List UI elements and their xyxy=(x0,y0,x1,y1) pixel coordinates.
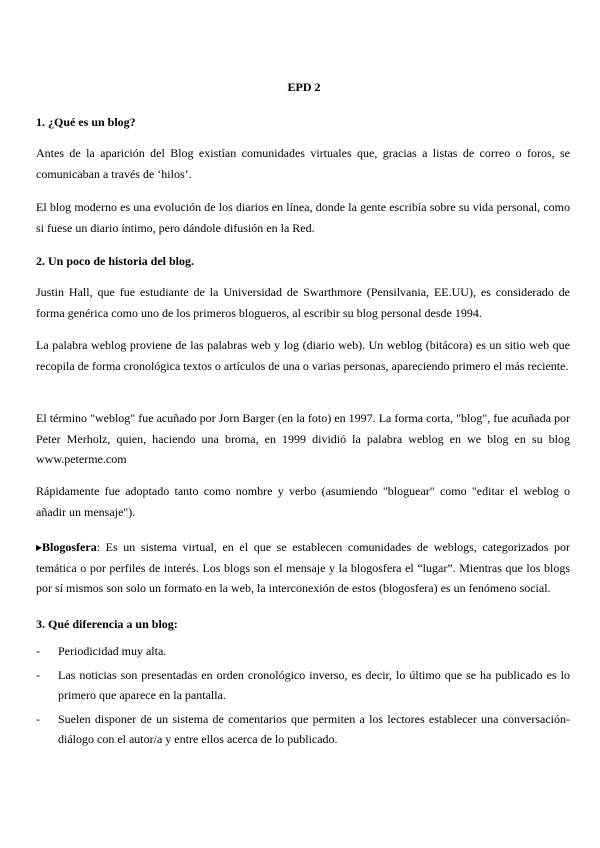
list-item-text: Periodicidad muy alta. xyxy=(58,644,167,658)
dash-marker: - xyxy=(36,644,40,658)
section-2-paragraph-3 xyxy=(36,408,570,470)
section-2-paragraph-4-text: Rápidamente fue adoptado tanto como nombre y verbo (asumiendo "bloguear" como "editar el weblog o añadir un mensaje"). xyxy=(36,484,570,519)
dash-marker: - xyxy=(36,711,40,726)
dash-marker: - xyxy=(36,667,40,682)
section-2-heading: 2. Un poco de historia del blog. xyxy=(36,254,195,268)
section-1-heading: 1. ¿Qué es un blog? xyxy=(36,115,136,129)
list-item xyxy=(36,709,570,750)
section-3-heading: 3. Qué diferencia a un blog: xyxy=(36,617,178,631)
section-2-paragraph-4 xyxy=(36,481,570,522)
list-item xyxy=(36,665,570,706)
differences-list xyxy=(36,641,570,753)
section-2-paragraph-1 xyxy=(36,282,570,323)
section-1-paragraph-1 xyxy=(36,143,570,184)
section-2-paragraph-3-text: El término "weblog" fue acuñado por Jorn Barger (en la foto) en 1997. La forma corta, "blog", fue acuñada por Peter Merholz, quien, haciendo una broma, en 1999 dividió la palabra weblog en we blog en su blog www.peterme.com xyxy=(36,411,570,466)
bullet-arrow-icon: ▸ xyxy=(36,540,43,554)
list-item xyxy=(36,641,570,662)
section-1-paragraph-2 xyxy=(36,197,570,238)
blogosfera-term: Blogosfera xyxy=(42,540,97,554)
blogosfera-paragraph xyxy=(36,537,570,599)
page-title: EPD 2 xyxy=(287,80,321,94)
blogosfera-definition: : Es un sistema virtual, en el que se establecen comunidades de weblogs, categorizados por temática o por perfiles de interés. Los blogs son el mensaje y la blogosfera el “lugar”. Mientras que los blogs por sí mismos son solo un formato en la web, la interconexión de estos (blogosfera) es un fenómeno social. xyxy=(36,540,570,595)
list-item-text: Las noticias son presentadas en orden cronológico inverso, es decir, lo último que se ha publicado es lo primero que aparece en la pantalla. xyxy=(58,667,570,702)
section-2-paragraph-2 xyxy=(36,335,570,376)
section-1-paragraph-1-text: Antes de la aparición del Blog existían comunidades virtuales que, gracias a listas de correo o foros, se comunicaban a través de ‘hilos’. xyxy=(36,146,570,181)
list-item-text: Suelen disponer de un sistema de comentarios que permiten a los lectores establecer una conversación- diálogo con el autor/a y entre ellos acerca de lo publicado. xyxy=(58,711,570,746)
section-1-paragraph-2-text: El blog moderno es una evolución de los diarios en línea, donde la gente escribía sobre su vida personal, como si fuese un diario íntimo, pero dándole difusión en la Red. xyxy=(36,200,570,235)
section-2-paragraph-1-text: Justin Hall, que fue estudiante de la Universidad de Swarthmore (Pensilvania, EE.UU), es considerado de forma genérica como uno de los primeros blogueros, al escribir su blog personal desde 1994. xyxy=(36,285,570,320)
section-2-paragraph-2-text: La palabra weblog proviene de las palabras web y log (diario web). Un weblog (bitácora) es un sitio web que recopila de forma cronológica textos o artículos de una o varias personas, apareciendo primero el más reciente. xyxy=(36,338,570,373)
